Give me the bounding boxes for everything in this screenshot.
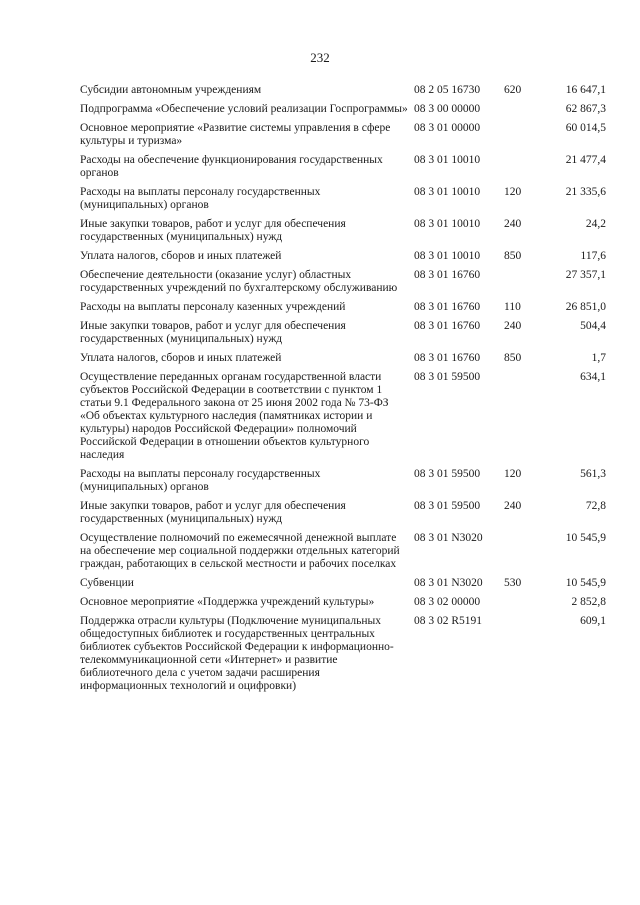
row-expense-type-code xyxy=(504,371,542,468)
table-row xyxy=(80,615,606,699)
row-target-article-code: 08 3 01 N3020 xyxy=(414,532,483,544)
table-row xyxy=(80,269,606,301)
row-amount: 609,1 xyxy=(580,615,606,627)
row-expense-type-code xyxy=(504,269,542,301)
row-amount: 10 545,9 xyxy=(565,532,606,544)
row-target-article-code: 08 3 01 16760 xyxy=(414,301,481,313)
row-target-article-code: 08 3 01 16760 xyxy=(414,320,481,332)
row-amount: 21 335,6 xyxy=(565,186,606,198)
table-row xyxy=(80,371,606,468)
row-name: Субсидии автономным учреждениям xyxy=(80,84,262,96)
row-amount: 10 545,9 xyxy=(565,577,606,589)
table-row xyxy=(80,250,606,269)
row-amount: 21 477,4 xyxy=(565,154,606,166)
row-amount: 561,3 xyxy=(580,468,606,480)
row-amount: 634,1 xyxy=(580,371,606,383)
row-expense-type-code xyxy=(504,154,542,186)
row-amount: 1,7 xyxy=(591,352,606,364)
row-expense-type-code xyxy=(504,615,542,699)
table-row xyxy=(80,154,606,186)
table-row xyxy=(80,84,606,103)
table-row xyxy=(80,532,606,577)
page-number: 232 xyxy=(310,50,330,65)
row-expense-type-code: 240 xyxy=(504,500,522,512)
table-row xyxy=(80,596,606,615)
budget-table-body xyxy=(80,84,606,699)
row-name: Иные закупки товаров, работ и услуг для обеспечения государственных (муниципальных) нужд xyxy=(80,320,346,345)
row-target-article-code: 08 3 01 N3020 xyxy=(414,577,483,589)
row-name: Осуществление переданных органам государственной власти субъектов Российской Федерации в соответствии с пунктом 1 статьи 9.1 Федерального закона от 25 июня 2002 года № 73-ФЗ «Об объектах культурного наследия (памятниках истории и культуры) народов Российской Федерации» полномочий Российской Федерации в отношении объектов культурного наследия xyxy=(80,371,389,461)
row-name: Расходы на обеспечение функционирования государственных органов xyxy=(80,154,383,179)
row-target-article-code: 08 3 01 59500 xyxy=(414,500,481,512)
row-name: Обеспечение деятельности (оказание услуг) областных государственных учреждений по бухгалтерскому обслуживанию xyxy=(80,269,398,294)
row-name: Основное мероприятие «Развитие системы управления в сфере культуры и туризма» xyxy=(80,122,391,147)
table-row xyxy=(80,320,606,352)
row-expense-type-code: 110 xyxy=(504,301,521,313)
row-expense-type-code xyxy=(504,596,542,615)
row-expense-type-code xyxy=(504,103,542,122)
row-name: Уплата налогов, сборов и иных платежей xyxy=(80,352,282,364)
row-amount: 2 852,8 xyxy=(571,596,606,608)
row-name: Поддержка отрасли культуры (Подключение муниципальных общедоступных библиотек и государственных центральных библиотек субъектов Российской Федерации к информационно-телекоммуникационной сети «Интернет» и развитие библиотечного дела с учетом задачи расширения информационных технологий и оцифровки) xyxy=(80,615,394,692)
row-name: Подпрограмма «Обеспечение условий реализации Госпрограммы» xyxy=(80,103,408,115)
row-target-article-code: 08 3 01 10010 xyxy=(414,154,481,166)
row-amount: 62 867,3 xyxy=(565,103,606,115)
table-row xyxy=(80,352,606,371)
row-expense-type-code: 240 xyxy=(504,218,522,230)
row-expense-type-code: 850 xyxy=(504,352,522,364)
row-amount: 72,8 xyxy=(585,500,606,512)
table-row xyxy=(80,122,606,154)
row-name: Субвенции xyxy=(80,577,134,589)
row-expense-type-code: 620 xyxy=(504,84,522,96)
table-row xyxy=(80,103,606,122)
row-target-article-code: 08 3 02 00000 xyxy=(414,596,481,608)
row-expense-type-code: 240 xyxy=(504,320,522,332)
budget-table xyxy=(80,84,606,699)
row-amount: 27 357,1 xyxy=(565,269,606,281)
row-amount: 26 851,0 xyxy=(565,301,606,313)
table-row xyxy=(80,301,606,320)
row-expense-type-code: 120 xyxy=(504,186,522,198)
row-target-article-code: 08 3 01 10010 xyxy=(414,218,481,230)
row-target-article-code: 08 3 01 16760 xyxy=(414,269,481,281)
row-name: Основное мероприятие «Поддержка учреждений культуры» xyxy=(80,596,375,608)
row-target-article-code: 08 3 01 10010 xyxy=(414,250,481,262)
row-expense-type-code: 530 xyxy=(504,577,522,589)
row-amount: 504,4 xyxy=(580,320,606,332)
row-expense-type-code: 120 xyxy=(504,468,522,480)
row-name: Иные закупки товаров, работ и услуг для обеспечения государственных (муниципальных) нужд xyxy=(80,500,346,525)
row-target-article-code: 08 3 01 10010 xyxy=(414,186,481,198)
row-name: Расходы на выплаты персоналу казенных учреждений xyxy=(80,301,346,313)
row-expense-type-code xyxy=(504,532,542,577)
table-row xyxy=(80,500,606,532)
row-target-article-code: 08 3 01 16760 xyxy=(414,352,481,364)
row-target-article-code: 08 2 05 16730 xyxy=(414,84,481,96)
row-expense-type-code: 850 xyxy=(504,250,522,262)
row-target-article-code: 08 3 00 00000 xyxy=(414,103,481,115)
row-name: Расходы на выплаты персоналу государственных (муниципальных) органов xyxy=(80,186,321,211)
table-row xyxy=(80,218,606,250)
row-amount: 24,2 xyxy=(585,218,606,230)
row-name: Уплата налогов, сборов и иных платежей xyxy=(80,250,282,262)
table-row xyxy=(80,577,606,596)
row-target-article-code: 08 3 01 59500 xyxy=(414,468,481,480)
row-name: Осуществление полномочий по ежемесячной денежной выплате на обеспечение мер социальной поддержки отдельных категорий граждан, работающих в сельской местности и рабочих поселках xyxy=(80,532,400,570)
row-target-article-code: 08 3 01 59500 xyxy=(414,371,481,383)
table-row xyxy=(80,186,606,218)
row-amount: 16 647,1 xyxy=(565,84,606,96)
row-amount: 117,6 xyxy=(580,250,606,262)
row-amount: 60 014,5 xyxy=(565,122,606,134)
table-row xyxy=(80,468,606,500)
row-target-article-code: 08 3 01 00000 xyxy=(414,122,481,134)
row-name: Расходы на выплаты персоналу государственных (муниципальных) органов xyxy=(80,468,321,493)
row-expense-type-code xyxy=(504,122,542,154)
row-target-article-code: 08 3 02 R5191 xyxy=(414,615,483,627)
row-name: Иные закупки товаров, работ и услуг для обеспечения государственных (муниципальных) нужд xyxy=(80,218,346,243)
